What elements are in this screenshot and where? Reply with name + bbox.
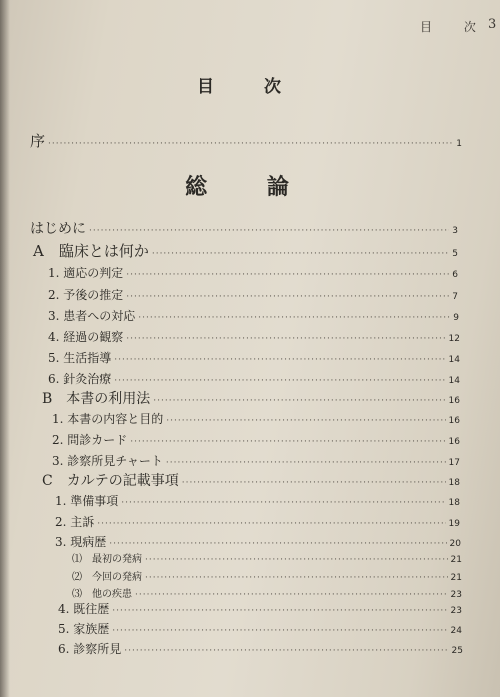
toc-entry-label: 序 xyxy=(30,132,46,150)
leader-dots xyxy=(138,313,450,323)
toc-entry xyxy=(52,452,460,469)
toc-entry-preface xyxy=(30,130,462,151)
leader-dots xyxy=(114,376,445,386)
toc-entry-page: 18 xyxy=(448,478,460,488)
toc-entry xyxy=(72,568,462,583)
toc-entry-label: 4. 既往歴 xyxy=(58,602,110,616)
toc-entry xyxy=(52,410,460,427)
leader-dots xyxy=(135,590,448,600)
leader-dots xyxy=(130,437,445,447)
running-head-page-number: 3 xyxy=(488,17,497,32)
leader-dots xyxy=(126,292,449,302)
leader-dots xyxy=(153,396,445,406)
leader-dots xyxy=(182,478,446,488)
toc-entry xyxy=(48,370,460,387)
leader-dots xyxy=(112,626,447,636)
toc-entry-label: A 臨床とは何か xyxy=(33,242,149,260)
toc-entry-label: 1. 本書の内容と目的 xyxy=(52,412,164,426)
leader-dots xyxy=(126,334,445,344)
toc-entry-page: 17 xyxy=(448,458,460,468)
toc-entry-page: 23 xyxy=(450,590,462,600)
toc-entry-label: 4. 経過の観察 xyxy=(48,330,124,344)
toc-entry xyxy=(48,286,458,303)
leader-dots xyxy=(145,573,448,583)
toc-entry-page: 16 xyxy=(448,437,460,447)
leader-dots xyxy=(97,519,445,529)
toc-entry-label: はじめに xyxy=(30,221,86,237)
toc-entry-label: 5. 家族歴 xyxy=(58,622,110,636)
page-gutter-shadow xyxy=(0,0,10,697)
toc-entry-label: 6. 針灸治療 xyxy=(48,372,112,386)
toc-entry-label: 3. 現病歴 xyxy=(55,535,107,549)
toc-entry-page: 24 xyxy=(450,626,462,636)
toc-entry-page: 19 xyxy=(448,519,460,529)
toc-entry xyxy=(48,349,460,366)
toc-entry-page: 18 xyxy=(448,498,460,508)
toc-entry xyxy=(55,533,461,550)
toc-entry-page: 12 xyxy=(448,334,460,344)
toc-entry xyxy=(58,600,462,617)
leader-dots xyxy=(124,646,448,656)
toc-entry-page: 3 xyxy=(452,226,458,236)
toc-entry-page: 6 xyxy=(452,270,458,280)
toc-entry xyxy=(42,388,460,408)
toc-entry xyxy=(72,550,462,565)
toc-entry xyxy=(42,470,460,490)
running-head-title: 目 次 xyxy=(420,20,490,34)
toc-entry-page: 25 xyxy=(451,646,463,656)
toc-entry-label: 3. 患者への対応 xyxy=(48,309,136,323)
toc-entry-label: ⑶ 他の疾患 xyxy=(72,589,132,600)
toc-entry xyxy=(72,585,462,600)
toc-entry-page: 7 xyxy=(452,292,458,302)
toc-entry-page: 1 xyxy=(456,139,462,149)
toc-entry-page: 16 xyxy=(448,416,460,426)
leader-dots xyxy=(112,606,447,616)
leader-dots xyxy=(166,416,445,426)
toc-entry xyxy=(48,328,460,345)
toc-entry-label: B 本書の利用法 xyxy=(42,391,151,407)
toc-entry xyxy=(33,240,458,261)
toc-entry xyxy=(52,431,460,448)
toc-entry-page: 14 xyxy=(448,355,460,365)
toc-entry-label: 3. 診察所見チャート xyxy=(52,454,163,468)
toc-entry-label: 2. 問診カード xyxy=(52,433,128,447)
toc-entry xyxy=(55,492,460,509)
toc-entry-page: 20 xyxy=(449,539,461,549)
leader-dots xyxy=(114,355,445,365)
toc-entry-label: ⑴ 最初の発病 xyxy=(72,554,142,565)
leader-dots xyxy=(121,498,445,508)
toc-entry xyxy=(48,264,458,281)
section-title: 総 論 xyxy=(185,174,315,200)
toc-entry-label: 6. 診察所見 xyxy=(58,642,122,656)
toc-entry-label: ⑵ 今回の発病 xyxy=(72,572,142,583)
leader-dots xyxy=(48,139,453,149)
toc-entry-label: 2. 予後の推定 xyxy=(48,288,124,302)
toc-entry xyxy=(58,640,463,657)
toc-entry-page: 9 xyxy=(453,313,459,323)
toc-entry-label: 1. 適応の判定 xyxy=(48,266,124,280)
toc-entry xyxy=(55,513,460,530)
toc-entry-label: 5. 生活指導 xyxy=(48,351,112,365)
leader-dots xyxy=(109,539,446,549)
toc-entry-page: 14 xyxy=(448,376,460,386)
leader-dots xyxy=(152,249,449,259)
toc-entry-label: C カルテの記載事項 xyxy=(42,473,179,489)
toc-entry-label: 2. 主訴 xyxy=(55,515,95,529)
toc-entry-page: 21 xyxy=(450,573,462,583)
toc-entry-page: 21 xyxy=(450,555,462,565)
toc-entry xyxy=(30,218,458,238)
toc-entry-page: 5 xyxy=(452,249,458,259)
leader-dots xyxy=(145,555,448,565)
toc-entry-page: 23 xyxy=(450,606,462,616)
toc-entry-label: 1. 準備事項 xyxy=(55,494,119,508)
leader-dots xyxy=(89,226,449,236)
toc-entry xyxy=(58,620,462,637)
leader-dots xyxy=(126,270,449,280)
page-title: 目 次 xyxy=(197,77,303,97)
leader-dots xyxy=(166,458,446,468)
toc-entry-page: 16 xyxy=(448,396,460,406)
toc-entry xyxy=(48,307,459,324)
